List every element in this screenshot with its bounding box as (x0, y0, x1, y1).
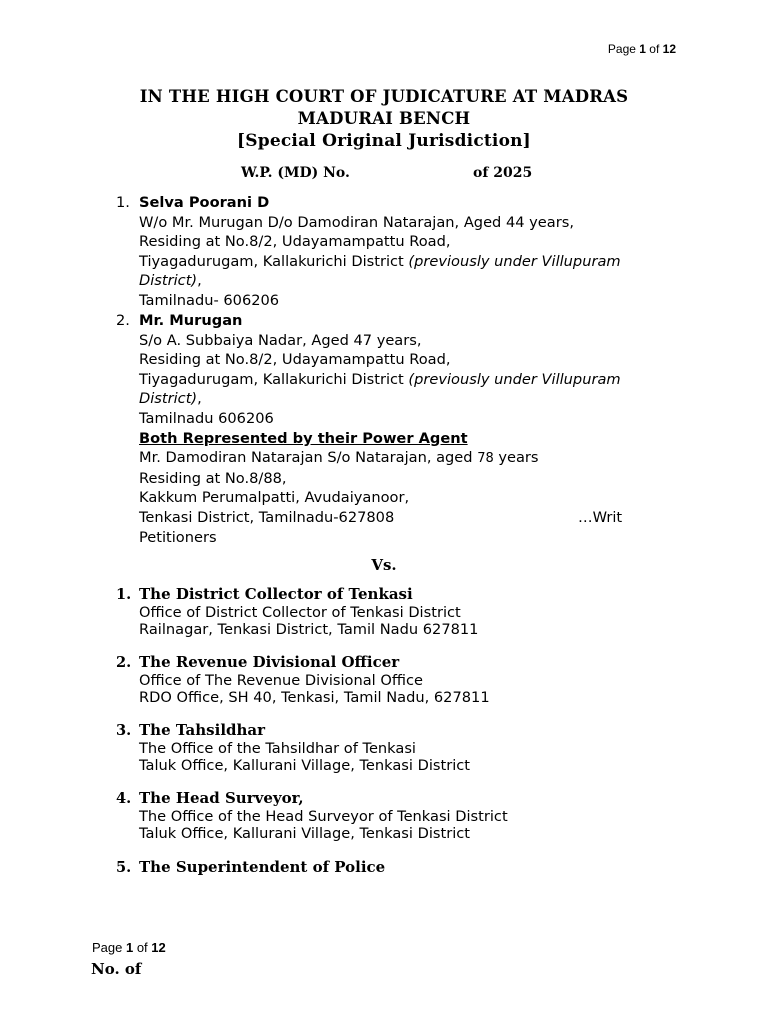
petitioner-name: Selva Poorani D (139, 194, 270, 211)
petitioners-label: Petitioners (139, 528, 217, 546)
petitioner-relation: S/o A. Subbaiya Nadar, Aged 47 years, (139, 331, 422, 349)
respondent-number: 3. (116, 722, 132, 739)
petitioner-district: Tiyagadurugam, Kallakurichi District (139, 370, 409, 388)
respondent-address-line: Taluk Office, Kallurani Village, Tenkasi District (139, 757, 471, 775)
agent-address-line: Residing at No.8/88, (139, 469, 287, 487)
page-sep: of (645, 42, 663, 56)
wp-number-label: W.P. (MD) No. (241, 165, 350, 181)
petitioner-comma: , (197, 390, 202, 408)
page-number-top (608, 42, 676, 56)
petitioner-district-note: (previously under Villupuram (408, 252, 621, 270)
respondent-number: 2. (116, 654, 132, 671)
petitioner-district-note-cont: District) (139, 272, 198, 290)
petitioner-address-line: Residing at No.8/2, Udayamampattu Road, (139, 233, 451, 251)
respondent-title: The District Collector of Tenkasi (139, 585, 413, 603)
court-title: IN THE HIGH COURT OF JUDICATURE AT MADRAS (139, 87, 629, 106)
page-total: 12 (151, 940, 166, 955)
petitioner-district-note: (previously under Villupuram (408, 370, 621, 388)
agent-district: Tenkasi District, Tamilnadu-627808 (139, 508, 395, 526)
petitioner-state-pin: Tamilnadu 606206 (139, 409, 274, 427)
respondent-title: The Revenue Divisional Officer (139, 653, 400, 671)
footer-number-label: No. of (91, 960, 142, 978)
page-current: 1 (639, 42, 646, 56)
petitioner-number: 1. (116, 194, 130, 211)
agent-address-line: Kakkum Perumalpatti, Avudaiyanoor, (139, 489, 410, 507)
petitioner-name: Mr. Murugan (139, 312, 243, 329)
bench-title: MADURAI BENCH (297, 109, 471, 128)
respondent-number: 1. (116, 586, 132, 603)
versus-label: Vs. (371, 556, 397, 574)
agent-name: Mr. Damodiran Natarajan S/o Natarajan, aged (139, 449, 478, 467)
respondent-title: The Head Surveyor, (139, 789, 304, 807)
page-prefix: Page (92, 940, 126, 955)
petitioner-state-pin: Tamilnadu- 606206 (139, 291, 280, 309)
petitioner-address-line: Residing at No.8/2, Udayamampattu Road, (139, 351, 451, 369)
respondent-address-line: Taluk Office, Kallurani Village, Tenkasi District (139, 825, 471, 843)
respondent-number: 5. (116, 859, 132, 876)
agent-age: 78 (477, 451, 494, 467)
page-sep: of (133, 940, 152, 955)
page-prefix: Page (607, 42, 640, 56)
petitioner-district: Tiyagadurugam, Kallakurichi District (139, 252, 409, 270)
petitioner-relation: W/o Mr. Murugan D/o Damodiran Natarajan, Aged 44 years, (139, 213, 574, 231)
respondent-address-line: RDO Office, SH 40, Tenkasi, Tamil Nadu, 627811 (139, 689, 490, 707)
petitioner-comma: , (197, 272, 202, 290)
page-current: 1 (125, 940, 134, 955)
respondent-address-line: Office of District Collector of Tenkasi District (139, 603, 461, 621)
petitioner-number: 2. (116, 312, 130, 329)
jurisdiction-title: [Special Original Jurisdiction] (237, 131, 531, 151)
wp-year: of 2025 (473, 165, 533, 181)
page-total: 12 (662, 42, 676, 56)
agent-years: years (493, 449, 539, 467)
petitioner-district-note-cont: District) (139, 390, 198, 408)
respondent-address-line: Railnagar, Tenkasi District, Tamil Nadu 627811 (139, 621, 479, 639)
respondent-address-line: The Office of the Tahsildhar of Tenkasi (139, 739, 416, 757)
respondent-number: 4. (116, 790, 132, 807)
power-agent-heading: Both Represented by their Power Agent (139, 429, 468, 447)
respondent-title: The Tahsildhar (139, 721, 266, 739)
respondent-address-line: Office of The Revenue Divisional Office (139, 671, 423, 689)
respondent-address-line: The Office of the Head Surveyor of Tenkasi District (139, 807, 508, 825)
writ-label: …Writ (578, 508, 623, 526)
page-number-bottom (92, 940, 166, 955)
respondent-title: The Superintendent of Police (139, 858, 386, 876)
